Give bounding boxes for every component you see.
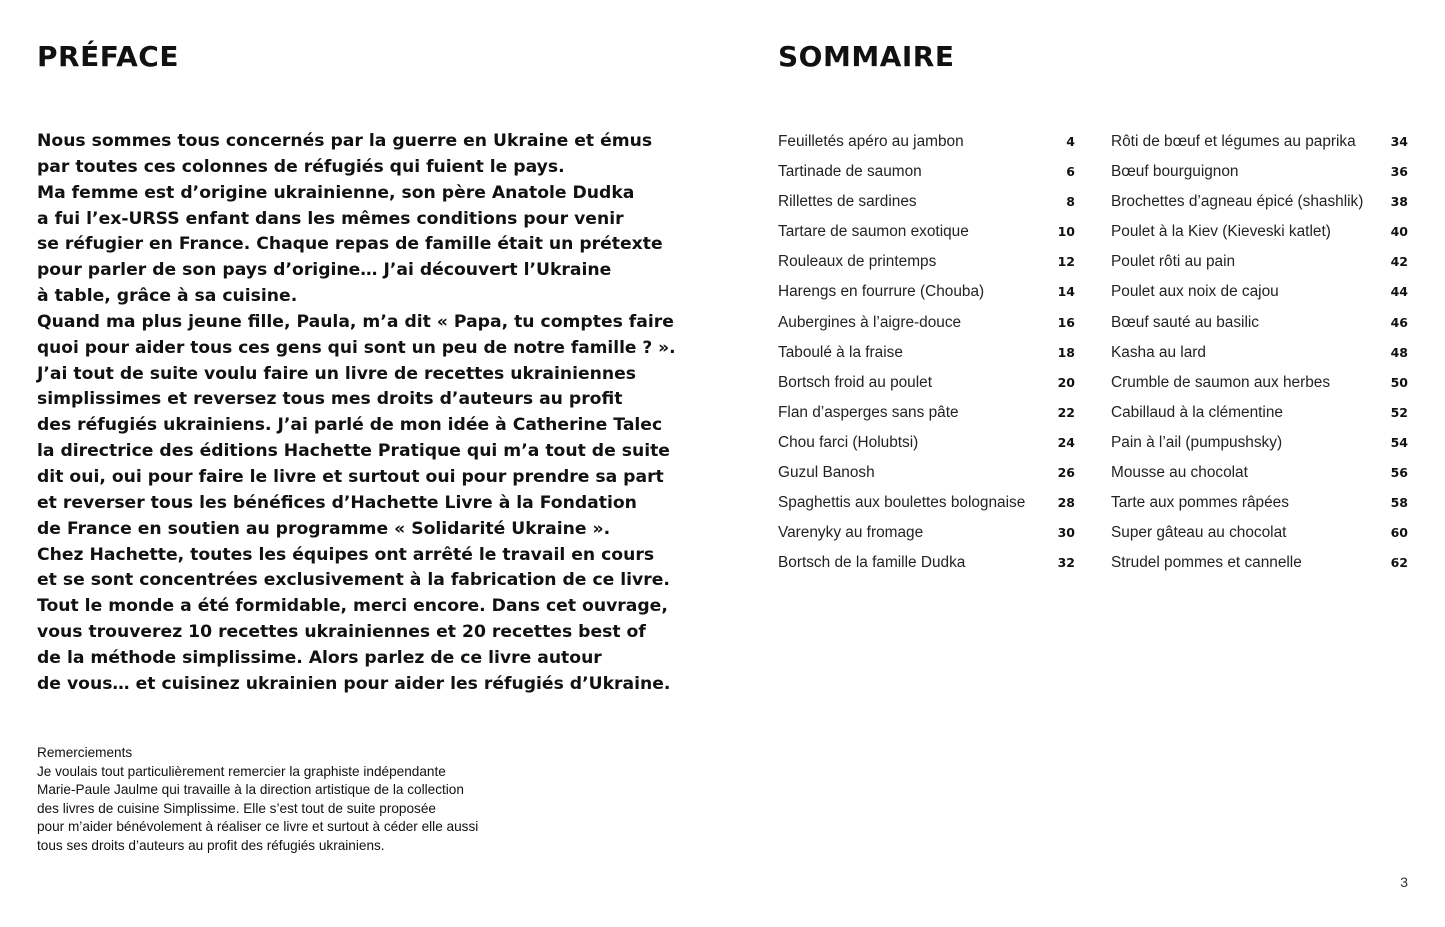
toc-entry-title: Super gâteau au chocolat [1111,524,1287,542]
toc-entry-title: Strudel pommes et cannelle [1111,554,1302,572]
preface-line: des réfugiés ukrainiens. J’ai parlé de mon idée à Catherine Talec [37,415,663,436]
toc-entry [778,279,1075,309]
toc-entry-page: 12 [1057,254,1075,270]
acknowledgements-line: Marie-Paule Jaulme qui travaille à la direction artistique de la collection [37,782,464,798]
toc-entry [1111,189,1408,219]
toc-entry [778,490,1075,520]
toc-entry [1111,249,1408,279]
toc-entry [778,340,1075,370]
toc-entry-page: 24 [1057,434,1075,450]
toc-entry-page: 32 [1057,555,1075,571]
toc-entry [778,520,1075,550]
toc-entry-title: Poulet à la Kiev (Kieveski katlet) [1111,223,1331,241]
toc-entry-page: 42 [1390,254,1408,270]
toc-entry [1111,370,1408,400]
preface-line: par toutes ces colonnes de réfugiés qui fuient le pays. [37,156,565,177]
acknowledgements-line: des livres de cuisine Simplissime. Elle s’est tout de suite proposée [37,800,436,816]
toc-entry-page: 22 [1057,404,1075,420]
preface-line: Nous sommes tous concernés par la guerre en Ukraine et émus [37,131,653,151]
toc-entry-title: Feuilletés apéro au jambon [778,133,964,150]
toc-entry [1111,490,1408,520]
preface-line: Tout le monde a été formidable, merci encore. Dans cet ouvrage, [37,596,668,617]
toc-entry [778,310,1075,340]
preface-text [37,129,677,698]
toc-entry [778,219,1075,249]
toc-entry-title: Tarte aux pommes râpées [1111,494,1289,512]
toc-entry-title: Taboulé à la fraise [778,343,903,361]
preface-line: et reverser tous les bénéfices d’Hachette Livre à la Fondation [37,492,637,513]
toc-entry [778,129,1075,159]
toc-entry [778,430,1075,460]
toc-column-left [778,129,1075,580]
toc-entry-title: Rôti de bœuf et légumes au paprika [1111,133,1356,150]
toc-entry [1111,310,1408,340]
toc-entry-title: Crumble de saumon aux herbes [1111,373,1331,391]
toc-entry-title: Brochettes d’agneau épicé (shashlik) [1111,193,1364,211]
toc-entry-page: 34 [1390,134,1408,149]
preface-line: simplissimes et reversez tous mes droits d’auteurs au profit [37,389,623,410]
toc-title: SOMMAIRE [778,40,955,73]
preface-line: de France en soutien au programme « Solidarité Ukraine ». [37,518,611,539]
toc-entry [778,159,1075,189]
toc-entry-page: 26 [1057,465,1075,481]
toc-entry [778,550,1075,580]
toc-entry-page: 48 [1390,344,1408,360]
preface-line: a fui l’ex-URSS enfant dans les mêmes conditions pour venir [37,208,624,229]
preface-line: dit oui, oui pour faire le livre et surtout oui pour prendre sa part [37,466,664,487]
preface-title: PRÉFACE [37,40,179,73]
toc-column-right [1111,129,1408,580]
toc-entry-title: Spaghettis aux boulettes bolognaise [778,494,1026,512]
toc-entry [778,460,1075,490]
toc-entry [1111,219,1408,249]
toc-entry-title: Tartare de saumon exotique [778,223,969,241]
toc-entry-page: 18 [1057,344,1075,360]
toc-entry-page: 58 [1390,495,1408,511]
preface-line: Quand ma plus jeune fille, Paula, m’a dit « Papa, tu comptes faire [37,311,674,332]
toc-entry-page: 10 [1057,224,1075,240]
acknowledgements-line: Je voulais tout particulièrement remercier la graphiste indépendante [37,763,446,779]
toc-entry-title: Bœuf bourguignon [1111,163,1239,181]
toc-entry-title: Bœuf sauté au basilic [1111,313,1259,331]
toc-entry-title: Varenyky au fromage [778,524,924,542]
toc-entry [778,189,1075,219]
toc-entry-title: Bortsch de la famille Dudka [778,554,966,572]
acknowledgements-line: pour m’aider bénévolement à réaliser ce livre et surtout à céder elle aussi [37,819,479,835]
toc-entry-title: Aubergines à l’aigre-douce [778,313,962,331]
acknowledgements-line: tous ses droits d’auteurs au profit des réfugiés ukrainiens. [37,837,385,853]
toc-entry-title: Mousse au chocolat [1111,464,1248,482]
preface-line: de la méthode simplissime. Alors parlez de ce livre autour [37,647,602,668]
toc-entry-title: Rouleaux de printemps [778,253,937,271]
toc-entry [1111,279,1408,309]
toc-entry-title: Poulet rôti au pain [1111,253,1236,271]
toc-entry-title: Pain à l’ail (pumpushsky) [1111,433,1283,451]
toc-entry-title: Cabillaud à la clémentine [1111,403,1283,421]
acknowledgements-title: Remerciements [37,745,133,760]
toc-entry-page: 38 [1390,194,1408,210]
toc-entry [1111,430,1408,460]
toc-entry-page: 62 [1390,555,1408,571]
toc-entry-page: 20 [1057,374,1075,390]
preface-line: J’ai tout de suite voulu faire un livre de recettes ukrainiennes [37,363,637,384]
toc-entry-page: 8 [1066,194,1075,210]
toc-entry-page: 46 [1390,314,1408,330]
toc-entry-page: 14 [1057,284,1075,300]
toc-entry-title: Rillettes de sardines [778,193,917,211]
toc-entry-title: Flan d’asperges sans pâte [778,403,959,421]
toc-entry [778,400,1075,430]
toc-entry [778,370,1075,400]
toc-entry-page: 40 [1390,224,1408,240]
toc-entry-title: Guzul Banosh [778,464,875,482]
toc-entry-page: 30 [1057,525,1075,541]
preface-line: se réfugier en France. Chaque repas de famille était un prétexte [37,234,663,255]
page-number: 3 [1400,874,1408,890]
toc-entry-page: 16 [1057,314,1075,330]
preface-line: pour parler de son pays d’origine… J’ai découvert l’Ukraine [37,260,612,281]
toc-entry [1111,340,1408,370]
preface-line: Chez Hachette, toutes les équipes ont arrêté le travail en cours [37,544,655,565]
toc-entry [778,249,1075,279]
preface-line: vous trouverez 10 recettes ukrainiennes et 20 recettes best of [37,622,646,643]
toc-entry-title: Tartinade de saumon [778,163,922,181]
toc-entry-page: 60 [1390,525,1408,541]
toc-entry-title: Chou farci (Holubtsi) [778,433,919,451]
acknowledgements [37,744,557,856]
toc-entry-page: 36 [1390,164,1408,180]
toc-entry-page: 6 [1066,164,1075,180]
toc-entry [1111,460,1408,490]
toc-entry-page: 28 [1057,495,1075,511]
toc-entry-page: 50 [1390,374,1408,390]
toc-entry [1111,129,1408,159]
toc-entry-title: Poulet aux noix de cajou [1111,283,1279,301]
preface-line: de vous… et cuisinez ukrainien pour aider les réfugiés d’Ukraine. [37,673,671,694]
toc-entry [1111,159,1408,189]
toc-entry [1111,400,1408,430]
preface-line: quoi pour aider tous ces gens qui sont un peu de notre famille ? ». [37,337,676,358]
preface-line: et se sont concentrées exclusivement à la fabrication de ce livre. [37,570,670,591]
toc-entry-page: 56 [1390,465,1408,481]
toc-entry-page: 52 [1390,404,1408,420]
toc-entry [1111,550,1408,580]
toc-entry-page: 4 [1066,134,1075,149]
toc-entry-page: 44 [1390,284,1408,300]
toc-entry-title: Harengs en fourrure (Chouba) [778,283,985,301]
toc-entry-title: Bortsch froid au poulet [778,373,932,391]
preface-line: Ma femme est d’origine ukrainienne, son père Anatole Dudka [37,182,635,203]
toc-entry [1111,520,1408,550]
preface-line: la directrice des éditions Hachette Pratique qui m’a tout de suite [37,441,670,462]
toc-entry-title: Kasha au lard [1111,343,1206,361]
toc-entry-page: 54 [1390,434,1408,450]
preface-line: à table, grâce à sa cuisine. [37,286,298,307]
